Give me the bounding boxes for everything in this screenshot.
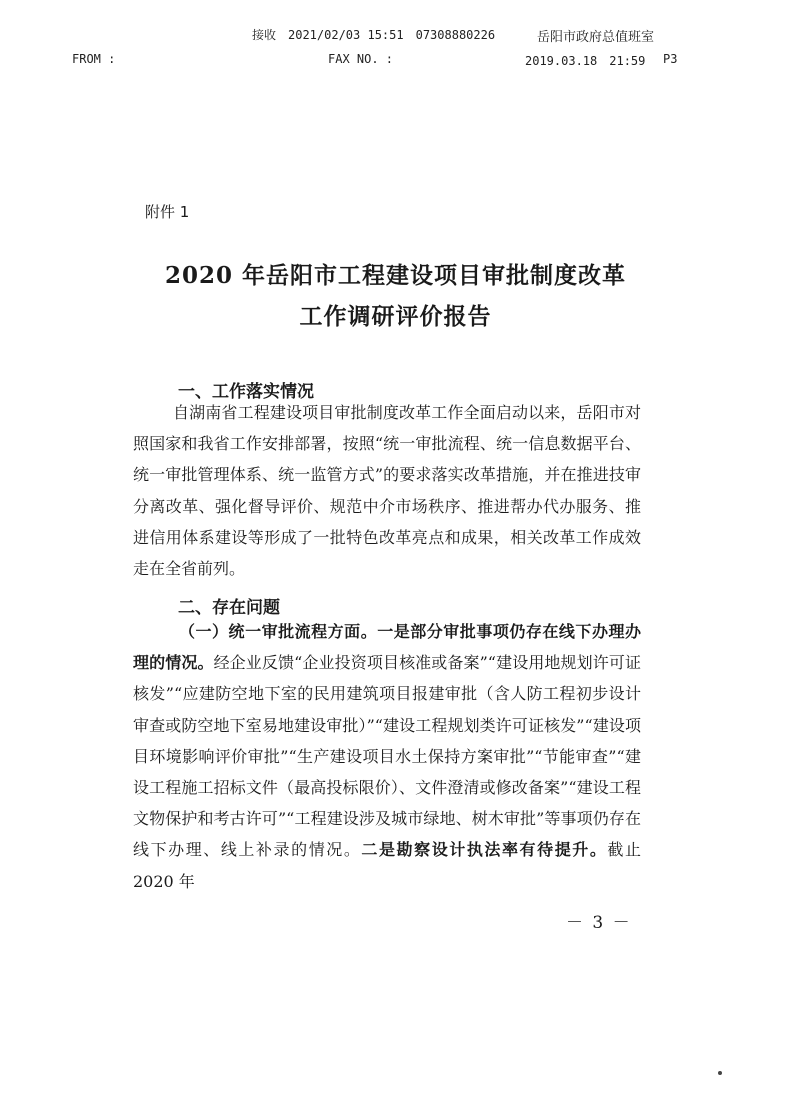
document-title-line-2: 工作调研评价报告 <box>299 303 492 330</box>
fax-received-line: 接收 2021/02/03 15:51 07308880226 <box>252 28 496 42</box>
fax-from-label: FROM : <box>72 52 116 66</box>
problem-two-lead: 二是勘察设计执法率有待提升。 <box>361 840 608 860</box>
problem-one-lead: （一）统一审批流程方面。一是部分审批事项仍存在线下办理办理的情况。 <box>133 622 641 673</box>
problem-two-text: 截止 2020 年 <box>133 840 641 891</box>
document-title-line-1: 2020 年岳阳市工程建设项目审批制度改革 <box>164 262 627 289</box>
fax-office-name: 岳阳市政府总值班室 <box>537 30 655 45</box>
section-heading-implementation: 一、工作落实情况 <box>178 382 314 402</box>
attachment-label: 附件 1 <box>145 203 190 221</box>
fax-sent-stamp: 2019.03.18 21:59 <box>525 54 646 68</box>
fax-number-label: FAX NO. : <box>328 52 394 66</box>
section-body-problems <box>133 616 641 897</box>
section-heading-problems: 二、存在问题 <box>178 598 280 618</box>
fax-page-marker: P3 <box>663 52 678 66</box>
section-body-implementation: 自湖南省工程建设项目审批制度改革工作全面启动以来，岳阳市对照国家和我省工作安排部署，按照“统一审批流程、统一信息数据平台、统一审批管理体系、统一监管方式”的要求落实改革措施，并在推进技审分离改革、强化督导评价、规范中介市场秩序、推进帮办代办服务、推进信用体系建设等形成了一批特色改革亮点和成果，相关改革工作成效走在全省前列。 <box>133 403 641 579</box>
page-number: － 3 － <box>566 913 632 933</box>
problem-one-text: 经企业反馈“企业投资项目核准或备案”“建设用地规划许可证核发”“应建防空地下室的民用建筑项目报建审批（含人防工程初步设计审查或防空地下室易地建设审批）”“建设工程规划类许可证核发”“建设项目环境影响评价审批”“生产建设项目水土保持方案审批”“节能审查”“建设工程施工招标文件（最高投标限价）、文件澄清或修改备案”“建设工程文物保护和考古许可”“工程建设涉及城市绿地、树木审批”等事项仍存在线下办理、线上补录的情况。 <box>133 653 641 860</box>
scan-speck <box>718 1071 722 1075</box>
